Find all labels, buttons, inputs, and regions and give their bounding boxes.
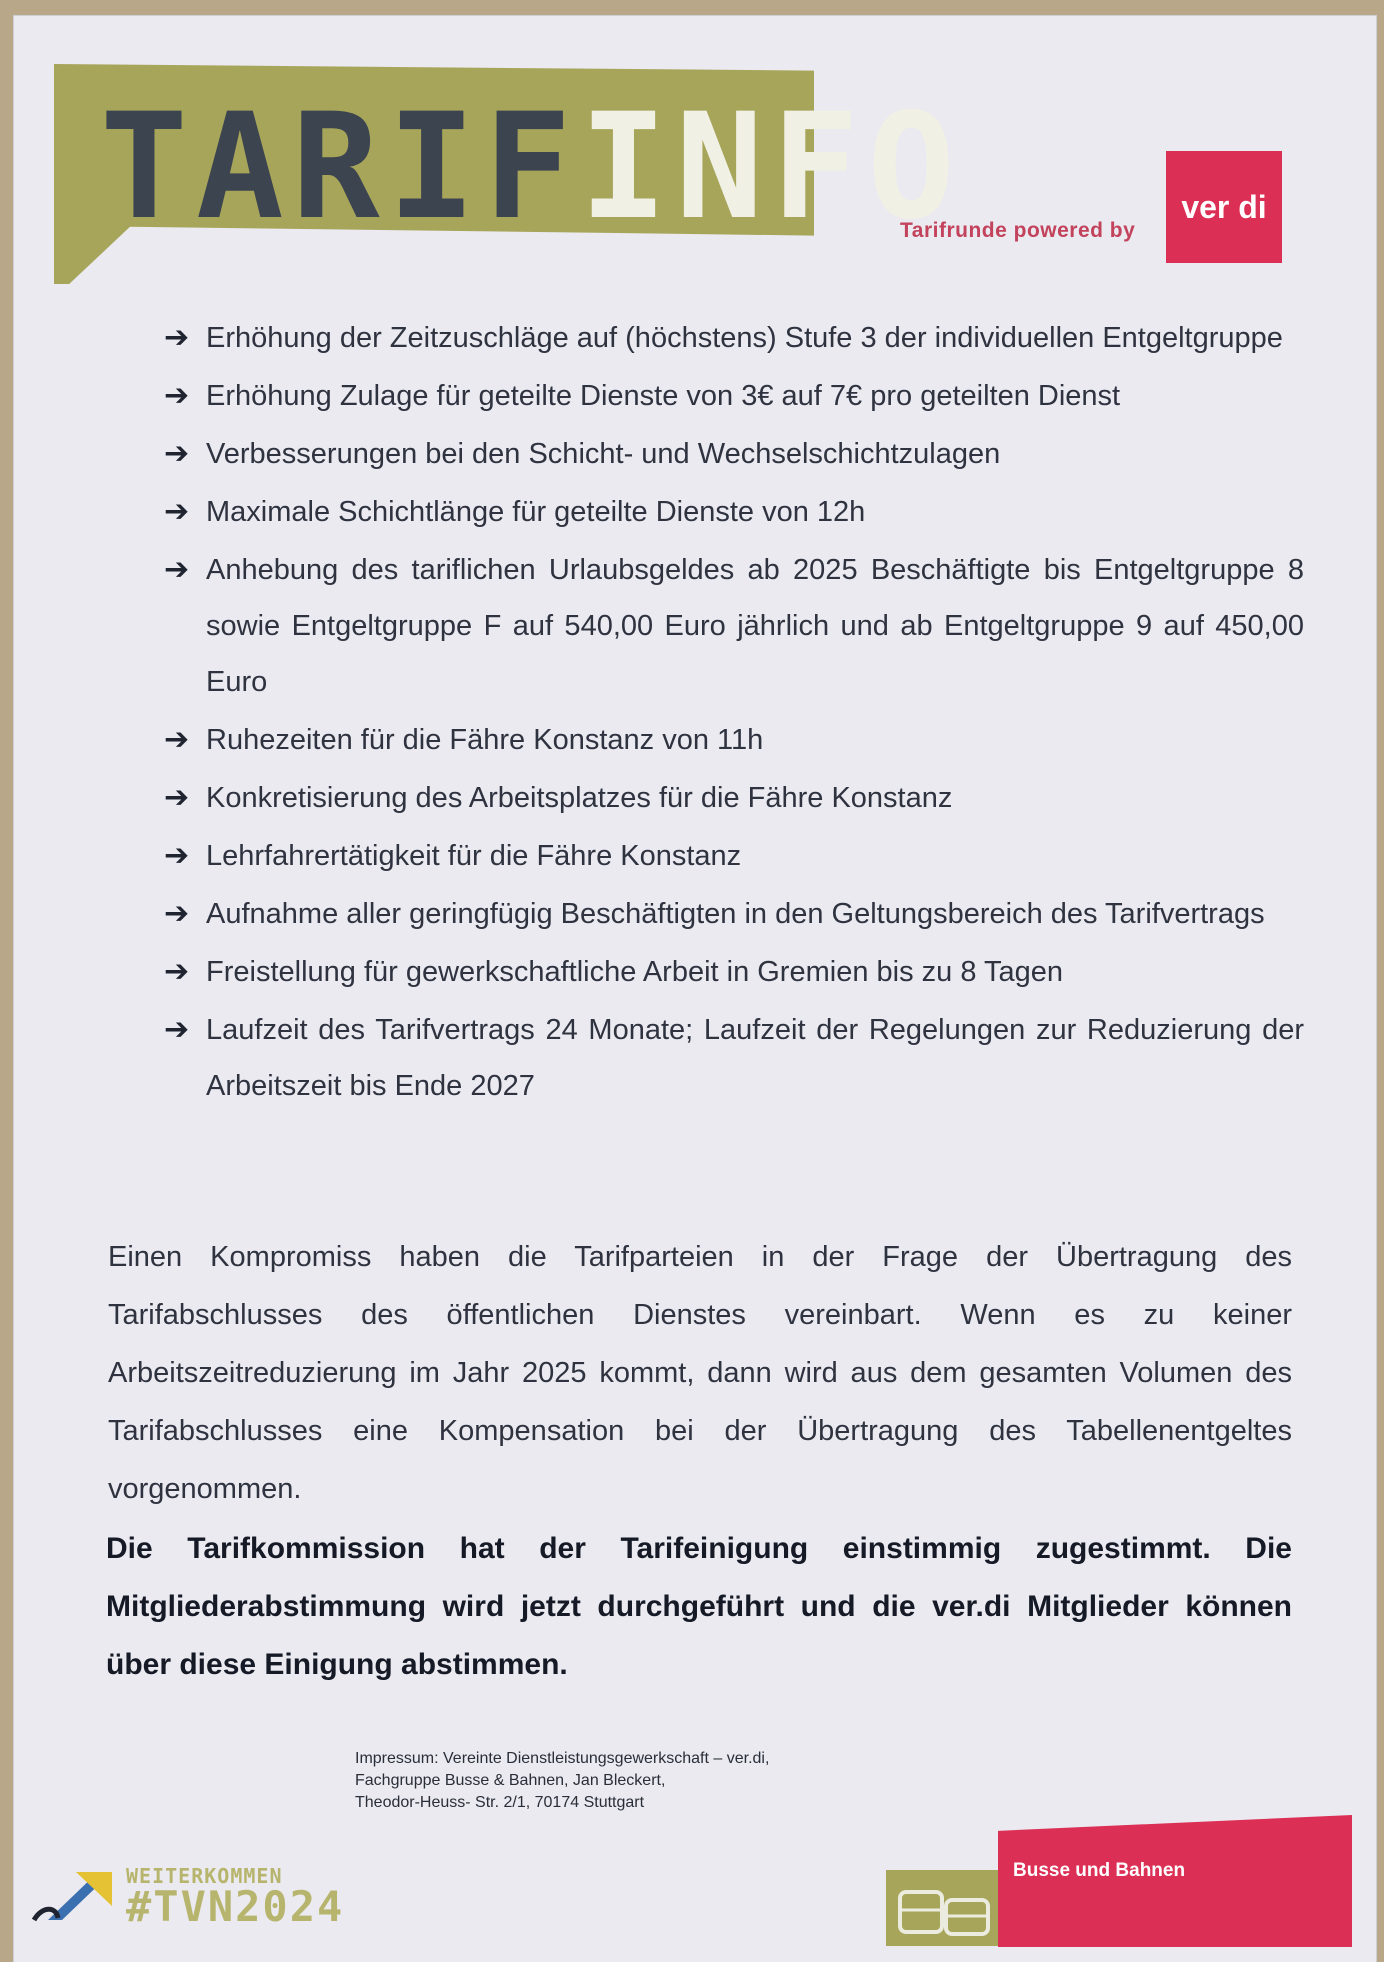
list-item: [164, 542, 1304, 710]
list-item-text: Ruhezeiten für die Fähre Konstanz von 11h: [206, 724, 764, 756]
compromise-paragraph: Einen Kompromiss haben die Tarifparteien in der Frage der Übertragung des Tarifabschlusses des öffentlichen Dienstes vereinbart. Wenn es zu keiner Arbeitszeitreduzierung im Jahr 2025 kommt, dann wird aus dem gesamten Volumen des Tarifabschlusses eine Kompensation bei der Übertragung des Tabellenentgeltes vorgenommen.: [108, 1241, 1292, 1505]
list-item: [164, 426, 1304, 482]
impressum-line: Theodor-Heuss- Str. 2/1, 70174 Stuttgart: [355, 1794, 645, 1811]
arrow-icon: ➔: [164, 437, 190, 470]
list-item-text: Konkretisierung des Arbeitsplatzes für die Fähre Konstanz: [206, 782, 953, 814]
impressum-line: Impressum: Vereinte Dienstleistungsgewerkschaft – ver.di,: [355, 1750, 770, 1767]
bus-tram-icon: [886, 1870, 1002, 1946]
list-item-text: Maximale Schichtlänge für geteilte Dienste von 12h: [206, 496, 866, 528]
arrow-icon: ➔: [164, 897, 190, 930]
demands-list: [164, 310, 1304, 1116]
list-item: [164, 1002, 1304, 1114]
arrow-icon: ➔: [164, 781, 190, 814]
list-item: [164, 886, 1304, 942]
arrow-icon: ➔: [164, 1013, 190, 1046]
campaign-hashtag: [126, 1864, 345, 1931]
logo-part-tarif: TARIF: [100, 82, 580, 252]
category-label: Busse und Bahnen: [1013, 1860, 1186, 1881]
list-item-text: Anhebung des tariflichen Urlaubsgeldes ab 2025 Beschäftigte bis Entgeltgruppe 8 sowie Entgeltgruppe F auf 540,00 Euro jährlich und ab Entgeltgruppe 9 auf 450,00 Euro: [206, 554, 1304, 698]
list-item-text: Laufzeit des Tarifvertrags 24 Monate; Laufzeit der Regelungen zur Reduzierung der Arbeitszeit bis Ende 2027: [206, 1014, 1304, 1102]
impressum-line: Fachgruppe Busse & Bahnen, Jan Bleckert,: [355, 1772, 666, 1789]
arrow-icon: ➔: [164, 495, 190, 528]
list-item: [164, 944, 1304, 1000]
list-item-text: Verbesserungen bei den Schicht- und Wechselschichtzulagen: [206, 438, 1001, 470]
list-item-text: Erhöhung Zulage für geteilte Dienste von 3€ auf 7€ pro geteilten Dienst: [206, 380, 1121, 412]
campaign-small-text: WEITERKOMMEN: [126, 1864, 283, 1888]
arrow-icon: ➔: [164, 553, 190, 586]
arrow-icon: ➔: [164, 839, 190, 872]
list-item-text: Freistellung für gewerkschaftliche Arbeit in Gremien bis zu 8 Tagen: [206, 956, 1064, 988]
campaign-large-text: #TVN2024: [126, 1882, 345, 1931]
arrow-logo-icon: [28, 1860, 118, 1930]
tarifinfo-logo: [100, 82, 964, 252]
list-item-text: Erhöhung der Zeitzuschläge auf (höchstens) Stufe 3 der individuellen Entgeltgruppe: [206, 322, 1283, 354]
verdi-logo: ver di: [1166, 151, 1282, 263]
impressum: [355, 1748, 769, 1814]
list-item: [164, 310, 1304, 366]
list-item: [164, 712, 1304, 768]
arrow-icon: ➔: [164, 321, 190, 354]
powered-by-text: Tarifrunde powered by: [900, 219, 1136, 242]
list-item: [164, 484, 1304, 540]
arrow-icon: ➔: [164, 723, 190, 756]
list-item-text: Aufnahme aller geringfügig Beschäftigten in den Geltungsbereich des Tarifvertrags: [206, 898, 1265, 930]
arrow-icon: ➔: [164, 955, 190, 988]
list-item: [164, 368, 1304, 424]
commission-paragraph: Die Tarifkommission hat der Tarifeinigung einstimmig zugestimmt. Die Mitgliederabstimmung wird jetzt durchgeführt und die ver.di Mitglieder können über diese Einigung abstimmen.: [106, 1532, 1292, 1681]
list-item: [164, 828, 1304, 884]
list-item: [164, 770, 1304, 826]
list-item-text: Lehrfahrertätigkeit für die Fähre Konstanz: [206, 840, 742, 872]
logo-part-info: INFO: [579, 82, 964, 252]
arrow-icon: ➔: [164, 379, 190, 412]
